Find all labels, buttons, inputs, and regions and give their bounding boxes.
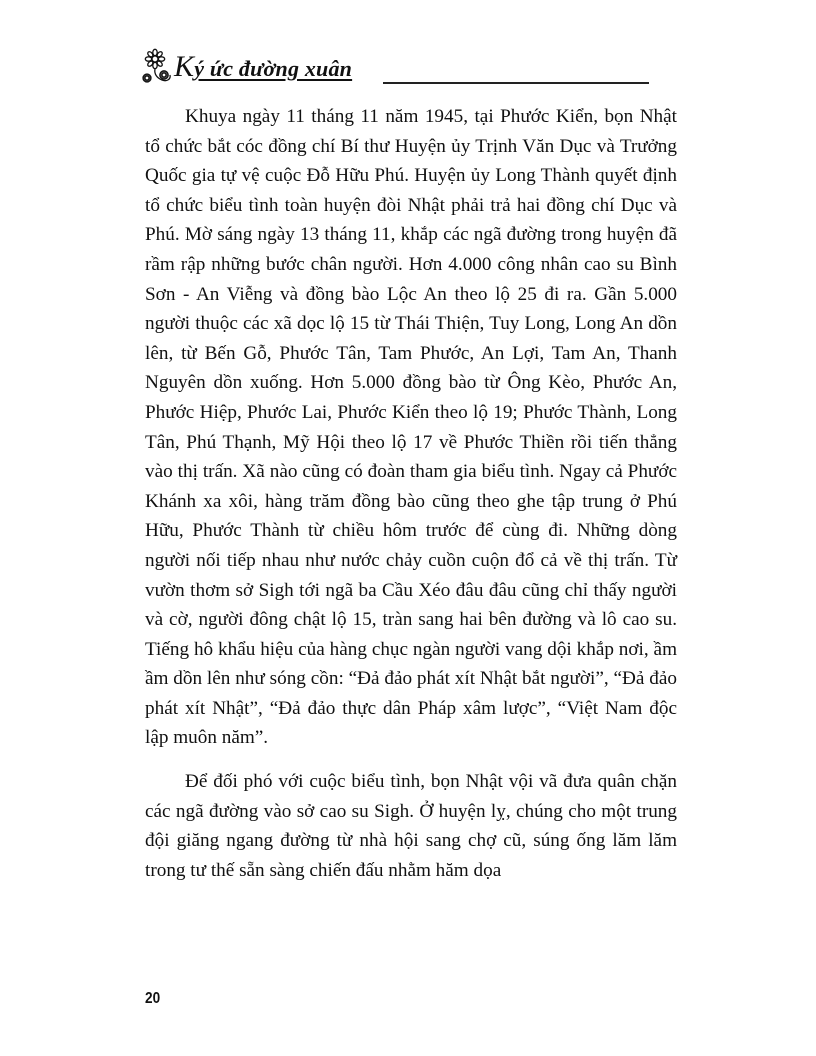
page-number: 20 bbox=[145, 990, 161, 1007]
running-header bbox=[140, 48, 680, 90]
book-title-rest: ý ức đường xuân bbox=[194, 56, 353, 81]
body-text bbox=[145, 102, 677, 885]
book-title bbox=[174, 50, 352, 84]
paragraph-2: Để đối phó với cuộc biểu tình, bọn Nhật vội vã đưa quân chặn các ngã đường vào sở cao su Sigh. Ở huyện lỵ, chúng cho một trung đội giăng ngang đường từ nhà hội sang chợ cũ, súng ống lăm lăm trong tư thế sẵn sàng chiến đấu nhằm hăm dọa bbox=[145, 771, 677, 881]
header-rule bbox=[383, 82, 649, 84]
paragraph-1: Khuya ngày 11 tháng 11 năm 1945, tại Phước Kiển, bọn Nhật tổ chức bắt cóc đồng chí Bí thư Huyện ủy Trịnh Văn Dục và Trưởng Quốc gia tự vệ cuộc Đỗ Hữu Phú. Huyện ủy Long Thành quyết định tổ chức biểu tình toàn huyện đòi Nhật phải trả hai đồng chí Dục và Phú. Mờ sáng ngày 13 tháng 11, khắp các ngã đường trong huyện đã rầm rập những bước chân người. Hơn 4.000 công nhân cao su Bình Sơn - An Viễng và đồng bào Lộc An theo lộ 25 đi ra. Gần 5.000 người thuộc các xã dọc lộ 15 từ Thái Thiện, Tuy Long, Long An dồn lên, từ Bến Gỗ, Phước Tân, Tam Phước, An Lợi, Tam An, Thanh Nguyên dồn xuống. Hơn 5.000 đồng bào từ Ông Kèo, Phước An, Phước Hiệp, Phước Lai, Phước Kiển theo lộ 19; Phước Thành, Long Tân, Phú Thạnh, Mỹ Hội theo lộ 17 về Phước Thiền rồi tiến thẳng vào thị trấn. Xã nào cũng có đoàn tham gia biểu tình. Ngay cả Phước Khánh xa xôi, hàng trăm đồng bào cũng theo ghe tập trung ở Phú Hữu, Phước Thành từ chiều hôm trước để cùng đi. Những dòng người nối tiếp nhau như nước chảy cuồn cuộn đổ cả về thị trấn. Từ vườn thơm sở Sigh tới ngã ba Cầu Xéo đâu đâu cũng chỉ thấy người và cờ, người đông chật lộ 15, tràn sang hai bên đường và lô cao su. Tiếng hô khẩu hiệu của hàng chục ngàn người vang dội khắp nơi, ầm ầm dồn lên như sóng cồn: “Đả đảo phát xít Nhật bắt người”, “Đả đảo phát xít Nhật”, “Đả đảo thực dân Pháp xâm lược”, “Việt Nam độc lập muôn năm”. bbox=[145, 106, 677, 749]
book-title-initial: K bbox=[174, 50, 195, 83]
